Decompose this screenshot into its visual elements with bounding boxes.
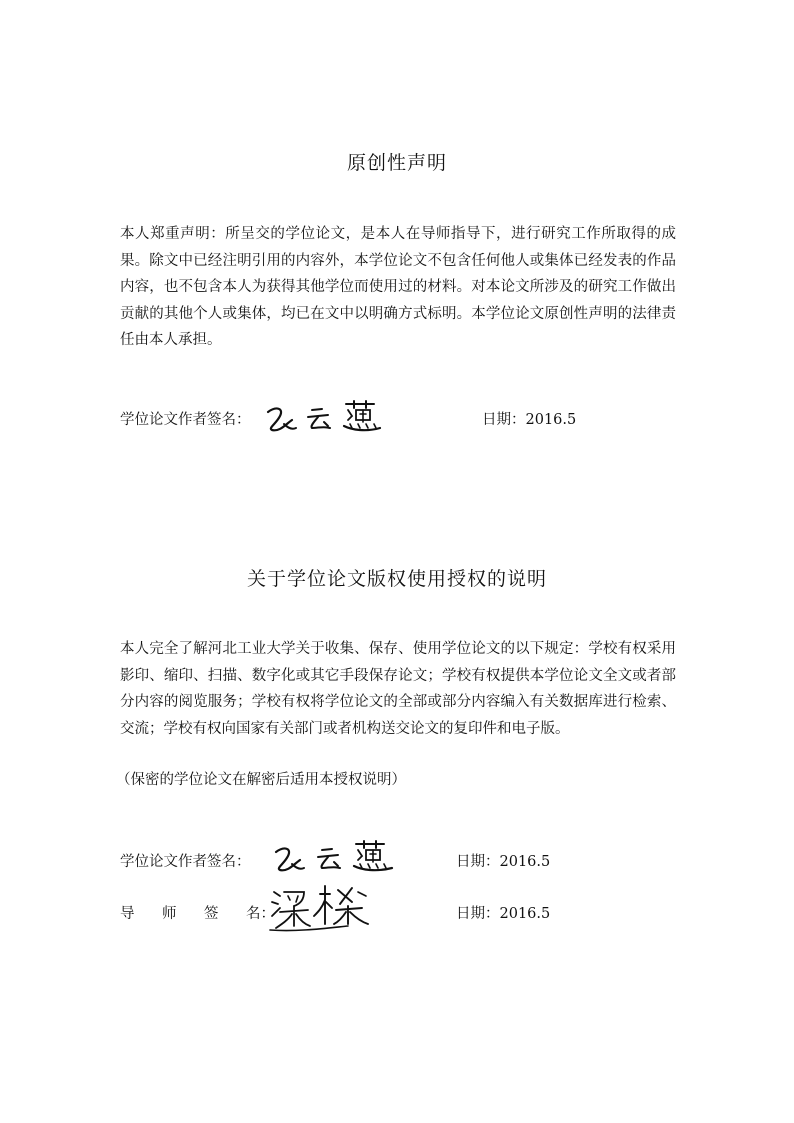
declaration-date: 日期：2016.5 [482,412,577,428]
confidentiality-note: （保密的学位论文在解密后适用本授权说明） [116,772,406,788]
author-signature-label: 学位论文作者签名： [120,412,251,428]
author-signature-label: 学位论文作者签名： [120,854,251,870]
authorization-body: 本人完全了解河北工业大学关于收集、保存、使用学位论文的以下规定：学校有权采用影印、缩印、扫描、数字化或其它手段保存论文；学校有权提供本学位论文全文或者部分内容的阅览服务；学校有权将学位论文的全部或部分内容编入有关数据库进行检索、交流；学校有权向国家有关部门或者机构送交论文的复印件和电子版。 [120,641,676,737]
author-handwritten-signature [268,836,396,880]
advisor-signature-date: 日期：2016.5 [456,906,551,922]
declaration-body: 本人郑重声明：所呈交的学位论文，是本人在导师指导下，进行研究工作所取得的成果。除文中已经注明引用的内容外，本学位论文不包含任何他人或集体已经发表的作品内容，也不包含本人为获得其他学位而使用过的材料。对本论文所涉及的研究工作做出贡献的其他个人或集体，均已在文中以明确方式标明。本学位论文原创性声明的法律责任由本人承担。 [120,226,676,348]
advisor-label-char: 师 [162,906,177,922]
author-handwritten-signature [262,398,384,440]
author-signature-date: 日期：2016.5 [456,854,551,870]
advisor-label-char: 签 [204,906,219,922]
advisor-label-char: 名： [246,906,275,922]
declaration-title: 原创性声明 [346,152,447,174]
authorization-title: 关于学位论文版权使用授权的说明 [246,568,547,590]
advisor-signature-row [120,902,275,923]
authorization-author-signature-row [120,850,251,871]
advisor-handwritten-signature [268,882,388,938]
declaration-signature-row [120,408,251,429]
advisor-label-char: 导 [120,906,135,922]
